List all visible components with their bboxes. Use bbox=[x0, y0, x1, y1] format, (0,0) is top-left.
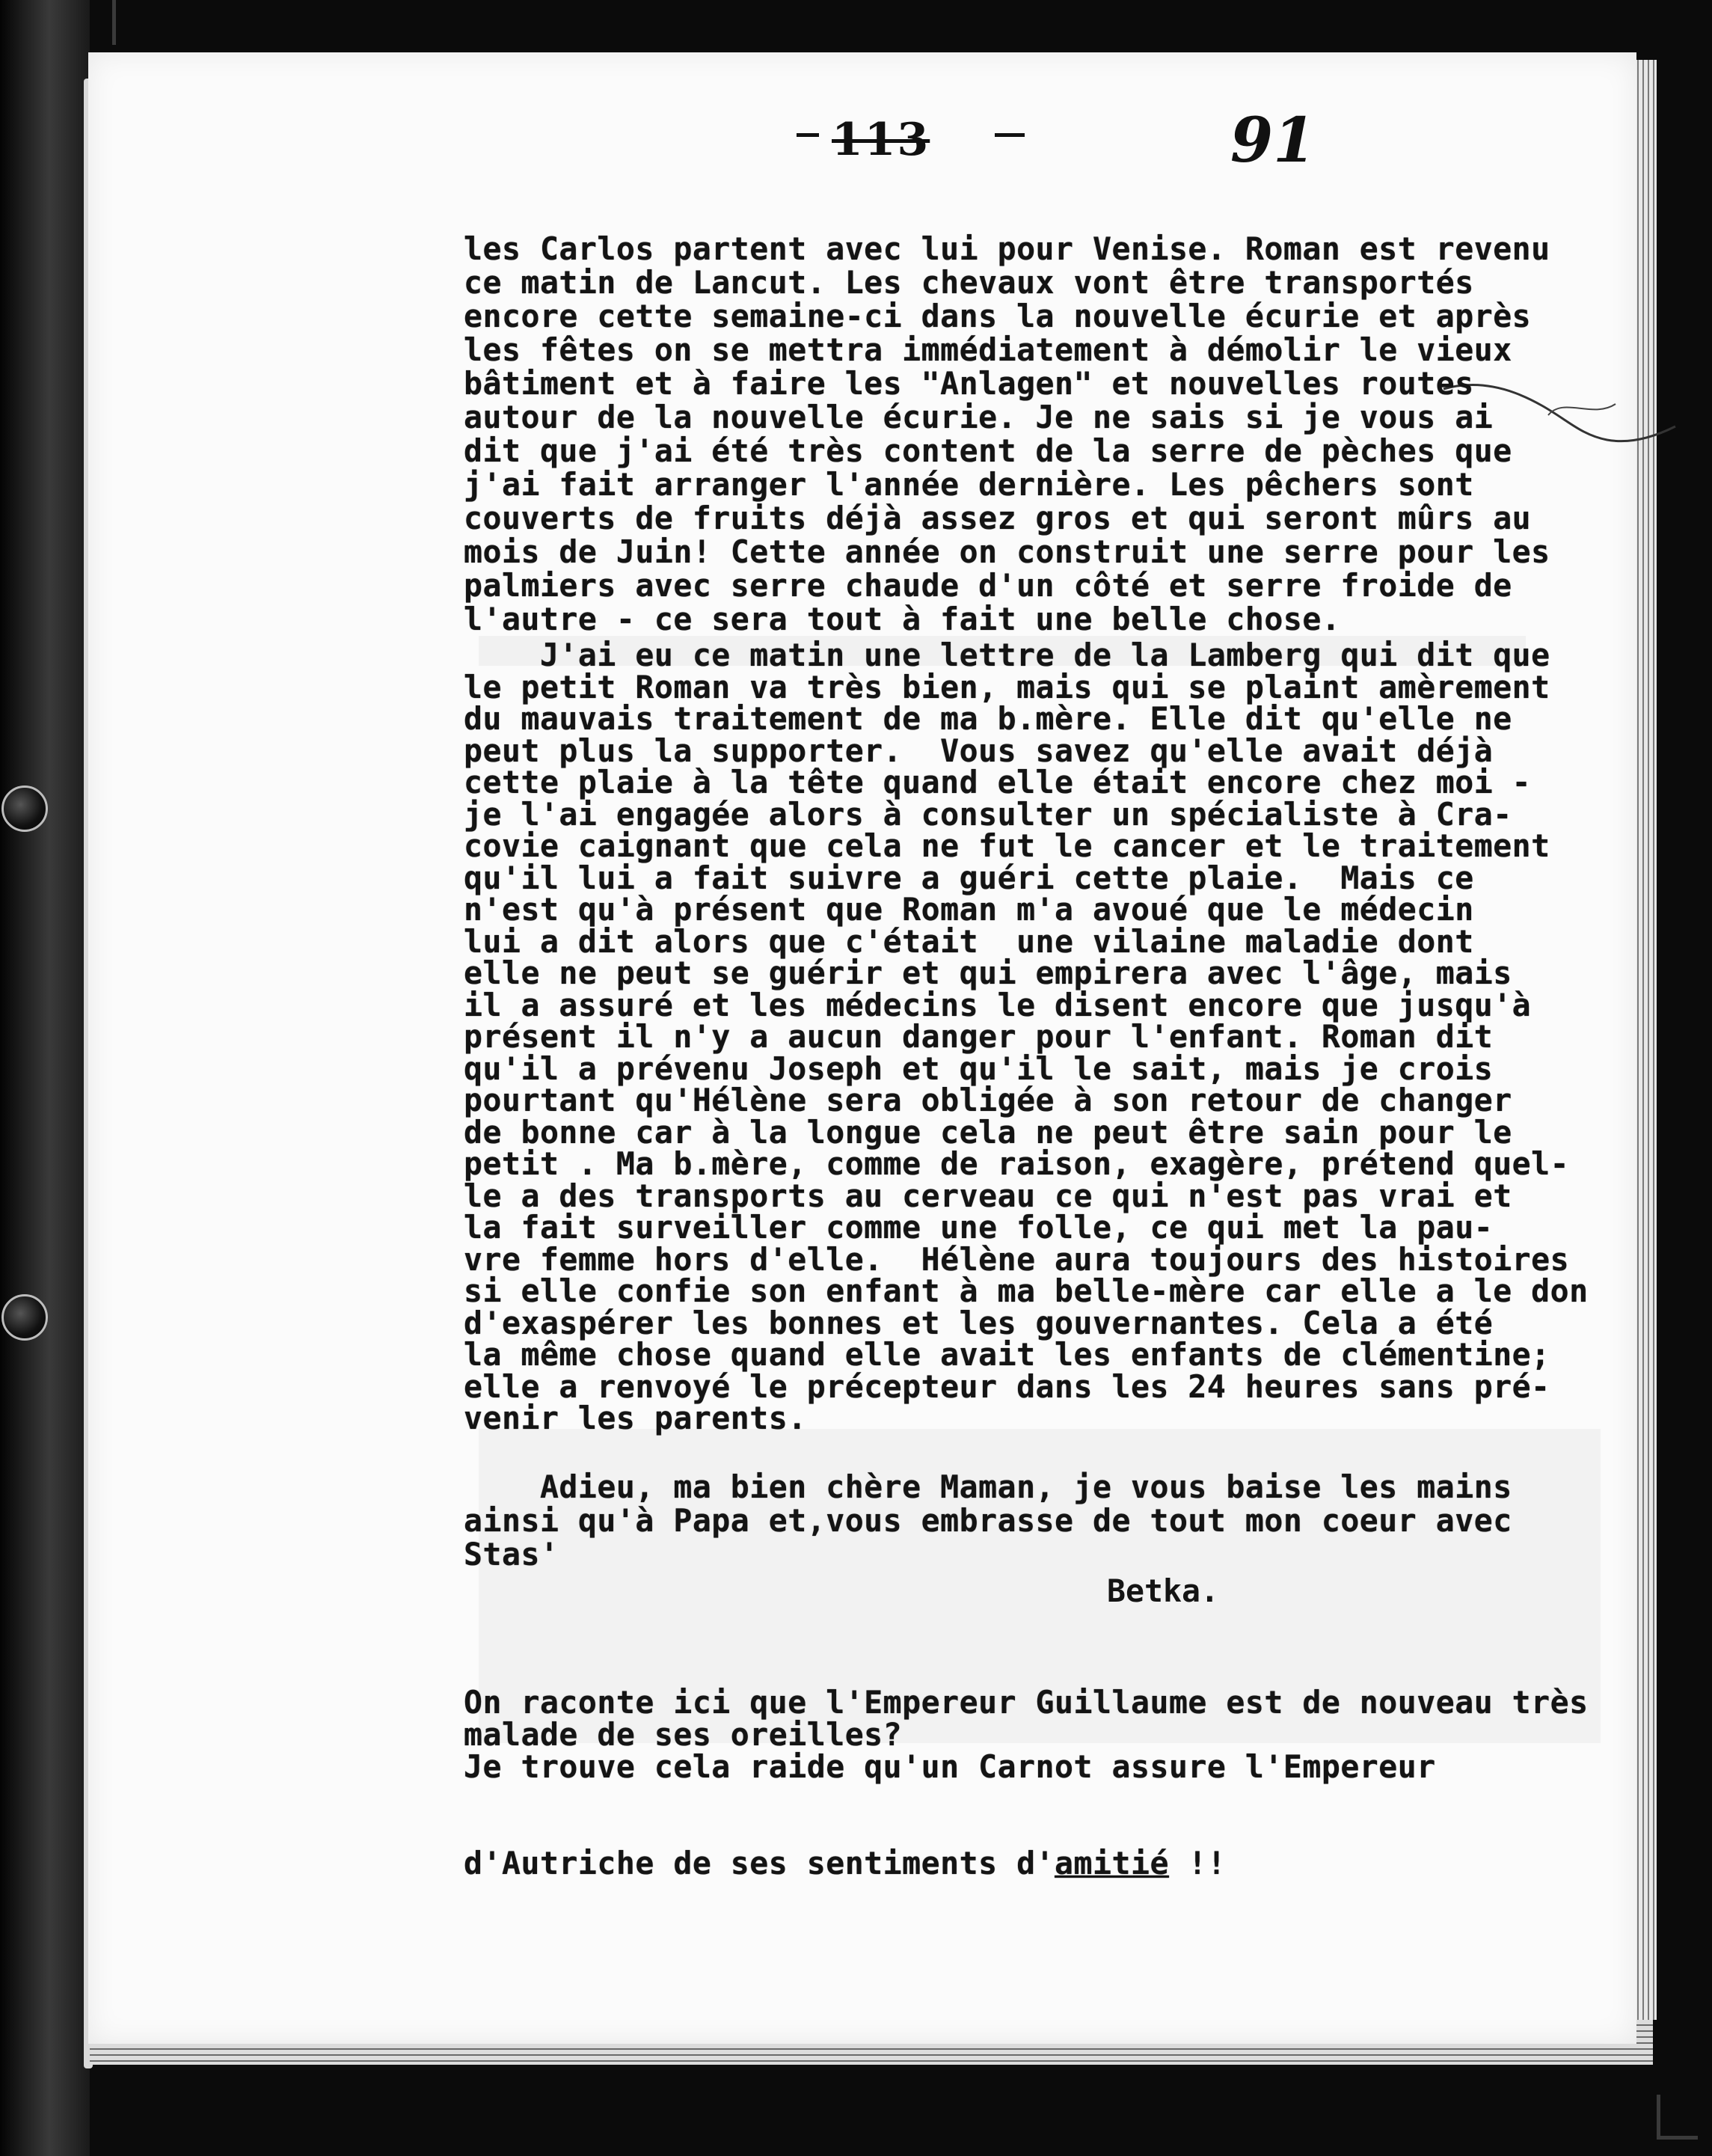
text-line: mois de Juin! Cette année on construit une serre pour les bbox=[464, 533, 1550, 570]
signature: Betka. bbox=[1107, 1572, 1219, 1609]
text-line: Stas' bbox=[464, 1536, 559, 1572]
punch-hole-lower bbox=[1, 1294, 48, 1341]
text-line: ainsi qu'à Papa et,vous embrasse de tout mon coeur avec bbox=[464, 1502, 1512, 1539]
text-line: qu'il lui a fait suivre a guéri cette plaie. Mais ce bbox=[464, 859, 1474, 896]
text-line: n'est qu'à présent que Roman m'a avoué que le médecin bbox=[464, 891, 1474, 928]
text-line: bâtiment et à faire les "Anlagen" et nouvelles routes bbox=[464, 365, 1474, 402]
punch-hole-upper bbox=[1, 785, 48, 832]
text-line: encore cette semaine-ci dans la nouvelle écurie et après bbox=[464, 298, 1532, 334]
text-line: elle a renvoyé le précepteur dans les 24 heures sans pré- bbox=[464, 1368, 1550, 1405]
binder-spine bbox=[0, 0, 90, 2156]
postscript-last-suffix: !! bbox=[1168, 1845, 1227, 1881]
text-line: Adieu, ma bien chère Maman, je vous baise les mains bbox=[464, 1469, 1512, 1505]
text-line: J'ai eu ce matin une lettre de la Lamberg qui dit que bbox=[464, 637, 1550, 673]
text-line: couverts de fruits déjà assez gros et qui seront mûrs au bbox=[464, 500, 1532, 536]
text-line: de bonne car à la longue cela ne peut être sain pour le bbox=[464, 1113, 1512, 1151]
corner-mark-bottom bbox=[1657, 2095, 1660, 2140]
text-line: ce matin de Lancut. Les chevaux vont être transportés bbox=[464, 264, 1474, 301]
text-line: les Carlos partent avec lui pour Venise. Roman est revenu bbox=[464, 230, 1550, 267]
text-line: palmiers avec serre chaude d'un côté et serre froide de bbox=[464, 567, 1512, 604]
postscript-lines bbox=[464, 1686, 1589, 1783]
text-line: peut plus la supporter. Vous savez qu'elle avait déjà bbox=[464, 732, 1494, 769]
page-number: 91 bbox=[1230, 105, 1316, 177]
text-line: petit . Ma b.mère, comme de raison, exagère, prétend quel- bbox=[464, 1145, 1570, 1182]
text-line: il a assuré et les médecins le disent encore que jusqu'à bbox=[464, 986, 1532, 1023]
struck-page-number: 113 bbox=[832, 114, 930, 166]
text-line: l'autre - ce sera tout à fait une belle chose. bbox=[464, 601, 1341, 637]
text-line: elle ne peut se guérir et qui empirera avec l'âge, mais bbox=[464, 955, 1512, 991]
text-line: du mauvais traitement de ma b.mère. Elle dit qu'elle ne bbox=[464, 700, 1512, 737]
text-line: autour de la nouvelle écurie. Je ne sais si je vous ai bbox=[464, 399, 1494, 435]
paragraph-1 bbox=[464, 232, 1550, 636]
postscript-last-line bbox=[464, 1847, 1589, 1879]
header-dash-right bbox=[995, 133, 1025, 137]
postscript-last-prefix: d'Autriche de ses sentiments d' bbox=[464, 1845, 1055, 1881]
text-line: covie caignant que cela ne fut le cancer et le traitement bbox=[464, 827, 1550, 864]
text-line: le petit Roman va très bien, mais qui se plaint amèrement bbox=[464, 668, 1550, 705]
text-line: venir les parents. bbox=[464, 1400, 807, 1436]
text-line: vre femme hors d'elle. Hélène aura toujours des histoires bbox=[464, 1240, 1570, 1278]
paragraph-closing bbox=[464, 1470, 1512, 1571]
postscript bbox=[464, 1622, 1589, 1911]
postscript-line: Je trouve cela raide qu'un Carnot assure l'Empereur bbox=[464, 1748, 1436, 1785]
text-line: lui a dit alors que c'était une vilaine maladie dont bbox=[464, 922, 1474, 960]
text-line: dit que j'ai été très content de la serre de pèches que bbox=[464, 432, 1512, 469]
corner-mark-top bbox=[112, 0, 116, 45]
text-line: le a des transports au cerveau ce qui n'est pas vrai et bbox=[464, 1177, 1512, 1214]
text-line: j'ai fait arranger l'année dernière. Les pêchers sont bbox=[464, 466, 1474, 503]
text-line: présent il n'y a aucun danger pour l'enfant. Roman dit bbox=[464, 1018, 1494, 1055]
text-line: qu'il a prévenu Joseph et qu'il le sait, mais je crois bbox=[464, 1050, 1494, 1087]
corner-mark-bottom-h bbox=[1657, 2136, 1698, 2140]
text-line: d'exaspérer les bonnes et les gouvernantes. Cela a été bbox=[464, 1304, 1494, 1341]
postscript-line: malade de ses oreilles? bbox=[464, 1716, 903, 1753]
paragraph-2 bbox=[464, 637, 1589, 1436]
text-line: je l'ai engagée alors à consulter un spécialiste à Cra- bbox=[464, 795, 1512, 833]
text-line: la fait surveiller comme une folle, ce qui met la pau- bbox=[464, 1209, 1494, 1246]
text-line: les fêtes on se mettra immédiatement à démolir le vieux bbox=[464, 331, 1512, 368]
text-line: cette plaie à la tête quand elle était encore chez moi - bbox=[464, 764, 1532, 800]
header-dash-left bbox=[797, 133, 819, 137]
underlined-word: amitié bbox=[1055, 1845, 1169, 1881]
text-line: la même chose quand elle avait les enfants de clémentine; bbox=[464, 1336, 1550, 1373]
text-line: pourtant qu'Hélène sera obligée à son retour de changer bbox=[464, 1082, 1512, 1118]
text-line: si elle confie son enfant à ma belle-mère car elle a le don bbox=[464, 1273, 1589, 1309]
postscript-line: On raconte ici que l'Empereur Guillaume est de nouveau très bbox=[464, 1684, 1589, 1721]
